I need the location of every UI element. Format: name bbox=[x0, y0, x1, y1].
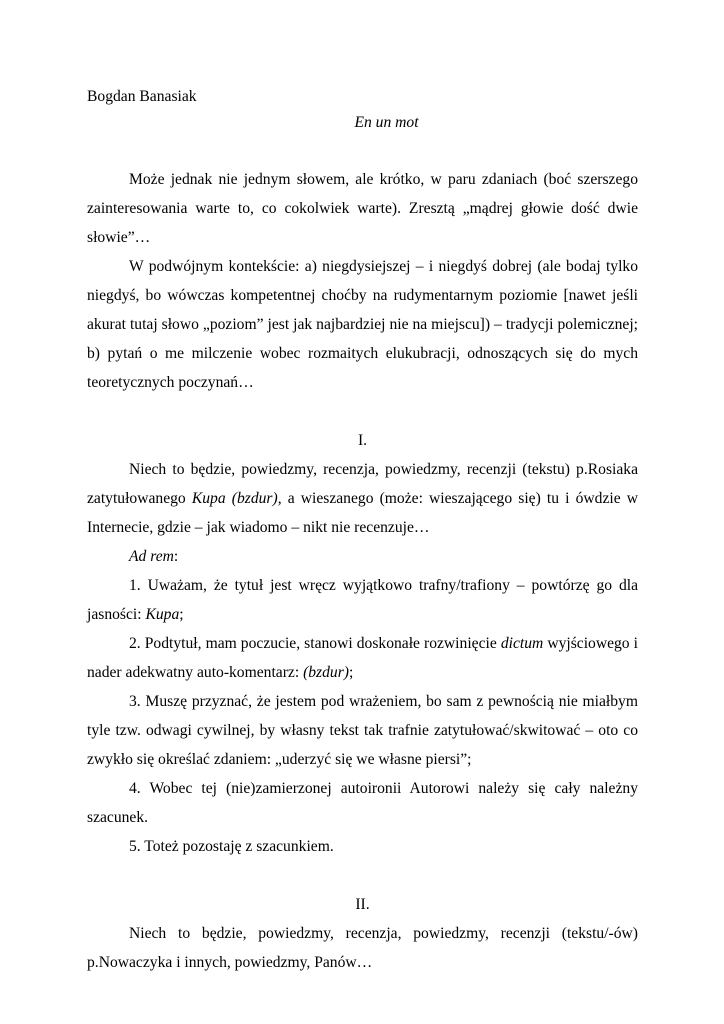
spacer bbox=[87, 861, 638, 890]
item2-text-a: 2. Podtytuł, mam poczucie, stanowi doskonałe rozwinięcie bbox=[129, 635, 501, 652]
ad-rem-colon: : bbox=[173, 548, 179, 565]
author-name: Bogdan Banasiak bbox=[87, 88, 197, 105]
section2-lead-paragraph: Niech to będzie, powiedzmy, recenzja, powiedzmy, recenzji (tekstu/-ów) p.Nowaczyka i innych, powiedzmy, Panów… bbox=[87, 925, 638, 971]
list-item-2 bbox=[87, 629, 638, 687]
item2-end: ; bbox=[348, 664, 354, 681]
item2-emphasis-2: (bzdur) bbox=[303, 664, 349, 681]
spacer bbox=[87, 397, 638, 426]
cited-title: Kupa (bzdur) bbox=[191, 490, 278, 507]
item1-text: 1. Uważam, że tytuł jest wręcz wyjątkowo trafny/trafiony – powtórzę go dla jasności: bbox=[87, 577, 638, 623]
item2-text-b: wyjściowego i nader adekwatny auto-komentarz: bbox=[87, 635, 638, 681]
intro-paragraph-1: Może jednak nie jednym słowem, ale krótko, w paru zdaniach (boć szerszego zainteresowania warte to, co cokolwiek warte). Zresztą „mądrej głowie dość dwie słowie”… bbox=[87, 171, 638, 246]
list-item-5: 5. Toteż pozostaję z szacunkiem. bbox=[129, 838, 334, 855]
item2-emphasis-1: dictum bbox=[500, 635, 544, 652]
list-item-4: 4. Wobec tej (nie)zamierzonej autoironii Autorowi należy się cały należny szacunek. bbox=[87, 780, 638, 826]
spacer bbox=[87, 136, 638, 165]
section1-lead-text-b: , a wieszanego (może: wieszającego się) tu i ówdzie w Internecie, gdzie – jak wiadomo – nikt nie recenzuje… bbox=[87, 490, 639, 536]
list-item-3: 3. Muszę przyznać, że jestem pod wrażeniem, bo sam z pewnością nie miałbym tyle tzw. odwagi cywilnej, by własny tekst tak trafnie zatytułować/skwitować – oto co zwykło się określać zdaniem: „uderzyć się we własne piersi”; bbox=[87, 693, 638, 768]
document-title: En un mot bbox=[354, 114, 419, 131]
section1-lead-paragraph bbox=[87, 455, 638, 542]
list-item-1 bbox=[87, 571, 638, 629]
ad-rem-label: Ad rem bbox=[129, 548, 174, 565]
document-page bbox=[87, 84, 638, 977]
section1-lead-text-a: Niech to będzie, powiedzmy, recenzja, powiedzmy, recenzji (tekstu) p.Rosiaka zatytułowanego bbox=[87, 461, 638, 507]
item1-end: ; bbox=[179, 606, 184, 623]
section-heading-2: II. bbox=[355, 896, 370, 913]
item1-emphasis: Kupa bbox=[145, 606, 180, 623]
ad-rem-line bbox=[87, 542, 638, 571]
section-heading-1: I. bbox=[357, 432, 368, 449]
intro-paragraph-2: W podwójnym kontekście: a) niegdysiejszej – i niegdyś dobrej (ale bodaj tylko niegdyś, bo wówczas kompetentnej choćby na rudymentarnym poziomie [nawet jeśli akurat tutaj słowo „poziom” jest jak najbardziej nie na miejscu]) – tradycji polemicznej; b) pytań o me milczenie wobec rozmaitych elukubracji, odnoszących się do mych teoretycznych poczynań… bbox=[87, 258, 638, 391]
